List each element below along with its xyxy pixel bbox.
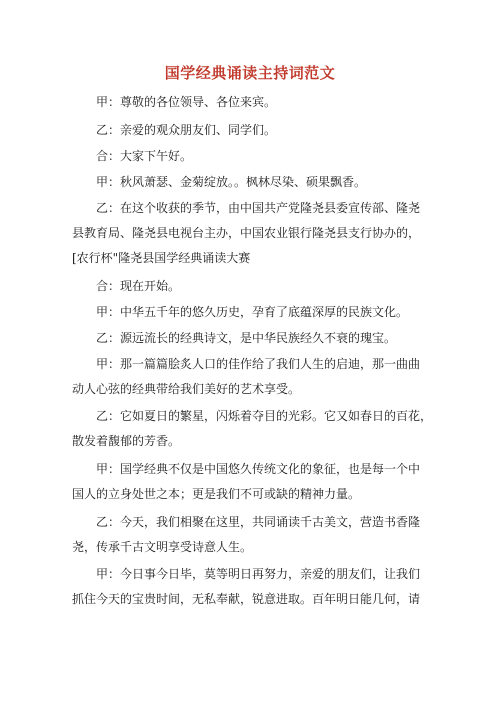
document-title: 国学经典诵读主持词范文 xyxy=(164,64,336,82)
paragraph xyxy=(72,118,432,143)
text-line: 甲：国学经典不仅是中国悠久传统文化的象征，也是每一个中 xyxy=(96,462,421,476)
paragraph xyxy=(72,457,432,507)
paragraph xyxy=(72,510,432,560)
paragraph xyxy=(72,170,432,195)
paragraph xyxy=(72,300,432,325)
text-line: 乙：它如夏日的繁星，闪烁着夺目的光彩。它又如春日的百花， xyxy=(96,409,433,423)
paragraph xyxy=(72,274,432,299)
text-line: 合：大家下午好。 xyxy=(96,149,193,163)
text-line: 尧，传承千古文明享受诗意人生。 xyxy=(72,540,253,554)
text-line: 县教育局、隆尧县电视台主办，中国农业银行隆尧县支行协办的， xyxy=(72,226,421,240)
paragraph xyxy=(72,326,432,351)
paragraph xyxy=(72,404,432,454)
text-line: 乙：在这个收获的季节，由中国共产党隆尧县委宣传部、隆尧 xyxy=(96,201,421,215)
text-line: 甲：中华五千年的悠久历史，孕育了底蕴深厚的民族文化。 xyxy=(96,305,409,319)
text-line: 抓住今天的宝贵时间，无私奉献，锐意进取。百年明日能几何，请 xyxy=(72,592,421,606)
paragraph xyxy=(72,196,432,271)
text-line: 乙：今天，我们相聚在这里，共同诵读千古美文，营造书香隆 xyxy=(96,515,421,529)
text-line: 甲：尊敬的各位领导、各位来宾。 xyxy=(96,95,277,109)
paragraph xyxy=(72,562,432,612)
text-line: 动人心弦的经典带给我们美好的艺术享受。 xyxy=(72,382,301,396)
paragraph xyxy=(72,144,432,169)
paragraph xyxy=(72,352,432,402)
text-line: 合：现在开始。 xyxy=(96,279,181,293)
text-line: 甲：今日事今日毕，莫等明日再努力，亲爱的朋友们，让我们 xyxy=(96,567,421,581)
paragraph xyxy=(72,90,432,115)
text-line: 甲：那一篇篇脍炙人口的佳作给了我们人生的启迪，那一曲曲 xyxy=(96,357,421,371)
text-line: 乙：源远流长的经典诗文，是中华民族经久不衰的瑰宝。 xyxy=(96,331,397,345)
text-line: 甲：秋风萧瑟、金菊绽放。。枫林尽染、硕果飘香。 xyxy=(96,175,367,189)
text-line: 乙：亲爱的观众朋友们、同学们。 xyxy=(96,123,277,137)
text-line: 国人的立身处世之本；更是我们不可或缺的精神力量。 xyxy=(72,487,361,501)
text-line: [农行杯"隆尧县国学经典诵读大赛 xyxy=(72,251,251,265)
text-line: 散发着馥郁的芳香。 xyxy=(72,434,181,448)
